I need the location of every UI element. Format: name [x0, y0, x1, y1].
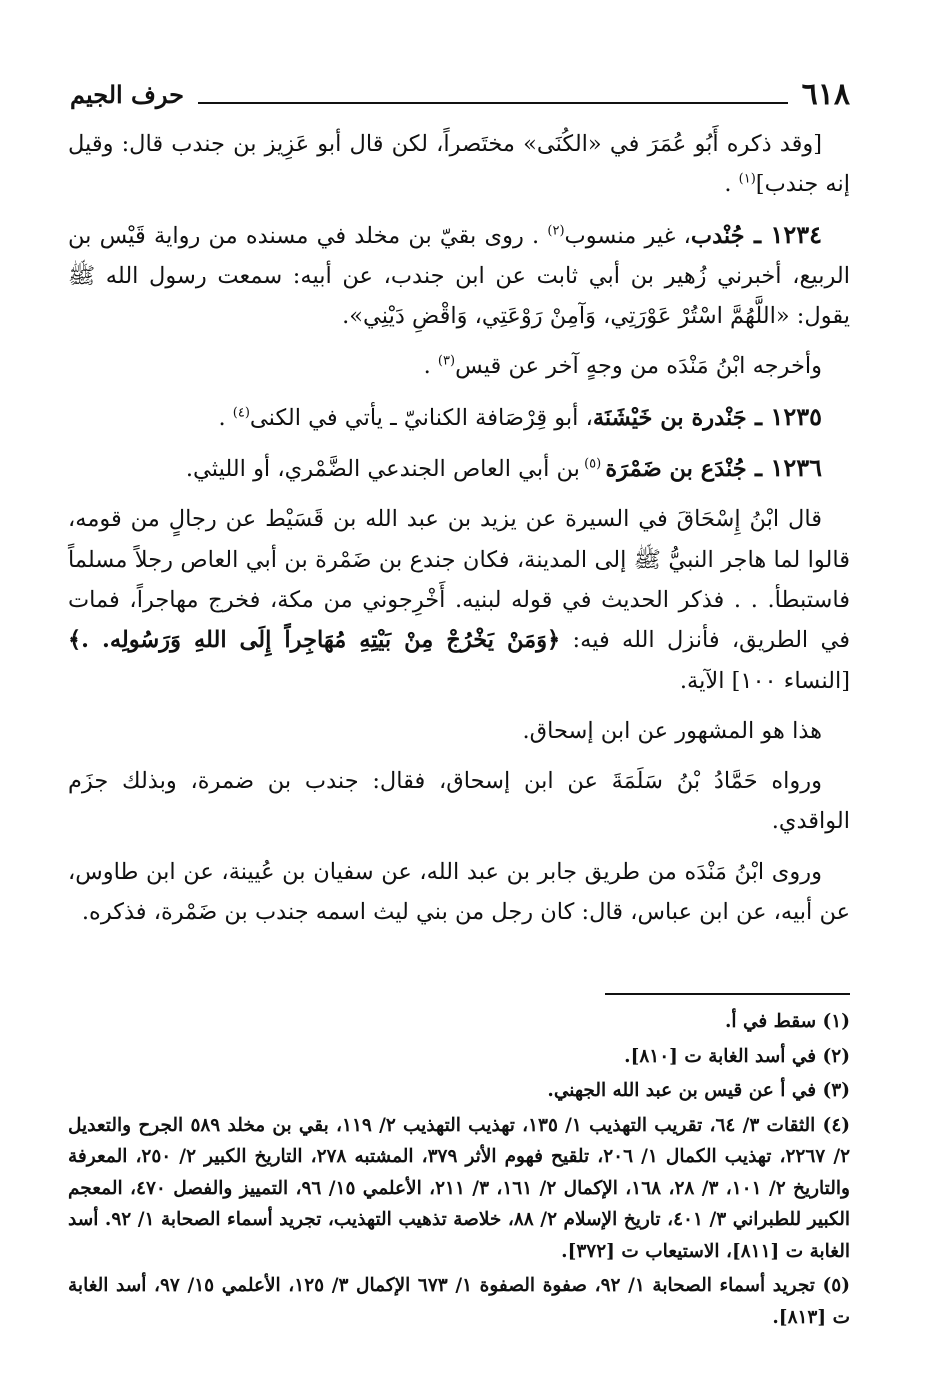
footnote-2: (٢) في أسد الغابة ت [٨١٠].	[624, 1045, 850, 1067]
mashhur-paragraph: هذا هو المشهور عن ابن إسحاق.	[522, 717, 822, 744]
entry-1236	[68, 448, 850, 489]
footnote-3: (٣) في أ عن قيس بن عبد الله الجهني.	[547, 1080, 850, 1101]
entry-text: ، أبو قِرْصَافة الكنانيّ ـ يأتي في الكنى	[249, 404, 593, 431]
mandah-end: .	[423, 353, 438, 380]
jabir-paragraph: وروى ابْنُ مَنْدَه من طريق جابر بن عبد الله، عن سفيان بن عُيينة، عن ابن طاوس، عن أبيه، عن ابن عباس، قال: كان رجل من بني ليث اسمه جندب بن ضَمْرة، فذكره.	[68, 858, 850, 926]
entry-number: ١٢٣٦ ـ	[746, 453, 822, 483]
entry-1234	[68, 215, 850, 337]
footnote-ref-3: (٣)	[437, 353, 456, 369]
header-rule	[198, 102, 788, 104]
mandah-paragraph	[68, 346, 850, 386]
footnote-ref-1: (١)	[738, 171, 756, 187]
entry-number: ١٢٣٥ ـ	[746, 401, 822, 431]
ishaq-end: [النساء ١٠٠] الآية.	[679, 667, 850, 694]
entry-text: . روى بقيّ بن مخلد في مسنده من رواية قَيْس بن الربيع، أخبرني زُهير بن أبي ثابت عن ابن جندب، عن أبيه: سمعت رسول الله ﷺ يقول: «اللَّهُمَّ اسْتُرْ عَوْرَتِي، وَآمِنْ رَوْعَتِي، وَاقْضِ دَيْنِي».	[68, 222, 850, 330]
entry-number: ١٢٣٤ ـ	[744, 219, 822, 249]
intro-paragraph	[68, 124, 850, 205]
footnote-ref-2: (٢)	[547, 223, 565, 239]
running-title: حرف الجيم	[70, 79, 184, 109]
ishaq-text: قال ابْنُ إِسْحَاقَ في السيرة عن يزيد بن عبد الله بن قَسَيْط عن رجالٍ من قومه، قالوا لما هاجر النبيُّ ﷺ إلى المدينة، فكان جندع بن ضَمْرة بن أبي العاص رجلاً مسلماً فاستبطأ. . . فذكر الحديث في قوله لبنيه. أَخْرِجوني من مكة، فخرج مهاجراً، فمات في الطريق، فأنزل الله فيه:	[68, 506, 850, 654]
entry-text: بن أبي العاص الجندعي الضَّمْري، أو الليثي.	[185, 456, 580, 483]
quran-verse: ﴿وَمَنْ يَخْرُجْ مِنْ بَيْتِهِ مُهَاجِراً إِلَى اللهِ وَرَسُولِه. .﴾	[68, 627, 561, 654]
entry-name: جَنْدرة بن خَيْشَنَة	[592, 404, 747, 431]
entry-name: جُنْدَع بن ضَمْرَة	[605, 456, 747, 483]
page-number: ٦١٨	[801, 76, 850, 112]
footnote-ref-4: (٤)	[232, 405, 250, 421]
mandah-text: وأخرجه ابْنُ مَنْدَه من وجهٍ آخر عن قيس	[455, 353, 822, 380]
entry-text: ، غير منسوب	[564, 222, 691, 249]
entry-1235	[68, 397, 850, 438]
intro-text: [وقد ذكره أَبُو عُمَرَ في «الكُنَى» مختَصراً، لكن قال أبو عَزِيز بن جندب قال: وقيل إنه جندب]	[68, 131, 850, 198]
hammad-paragraph: ورواه حَمَّادُ بْنُ سَلَمَةَ عن ابن إسحاق، فقال: جندب بن ضمرة، وبذلك جزَم الواقدي.	[68, 768, 850, 835]
entry-end: .	[218, 404, 233, 431]
ishaq-paragraph	[68, 499, 850, 700]
main-text	[68, 124, 850, 942]
footnote-1: (١) سقط في أ.	[724, 1011, 850, 1032]
page-header	[70, 74, 850, 114]
footnote-4: (٤) الثقات ٣/ ٦٤، تقريب التهذيب ١/ ١٣٥، تهذيب التهذيب ٢/ ١١٩، بقي بن مخلد ٥٨٩ الجرح والتعديل ٢/ ٢٢٦٧، تهذيب الكمال ١/ ٢٠٦، تلقيح فهوم الأثر ٣٧٩، المشتبه ٢٧٨، التاريخ الكبير ٢/ ٢٥٠، المعرفة والتاريخ ٢/ ١٠١، ٣/ ٢٨، ١٦٨، الإكمال ٢/ ١٦١، ٣/ ٢١١، الأعلمي ١٥/ ٩٦، التمييز والفصل ٤٧٠، المعجم الكبير للطبراني ٣/ ٤٠١، تاريخ الإسلام ٢/ ٨٨، خلاصة تذهيب التهذيب، تجريد أسماء الصحابة ١/ ٩٢. أسد الغابة ت [٨١١]، الاستيعاب ت [٣٧٢].	[68, 1114, 851, 1262]
footnote-rule	[605, 993, 850, 995]
intro-end: .	[724, 171, 739, 198]
entry-name: جُنْدب	[690, 222, 745, 249]
footnotes	[68, 1006, 850, 1336]
footnote-ref-5: (٥)	[579, 456, 606, 472]
footnote-5: (٥) تجريد أسماء الصحابة ١/ ٩٢، صفوة الصفوة ١/ ٦٧٣ الإكمال ٣/ ١٢٥، الأعلمي ١٥/ ٩٧، أسد الغابة ت [٨١٣].	[68, 1275, 850, 1328]
